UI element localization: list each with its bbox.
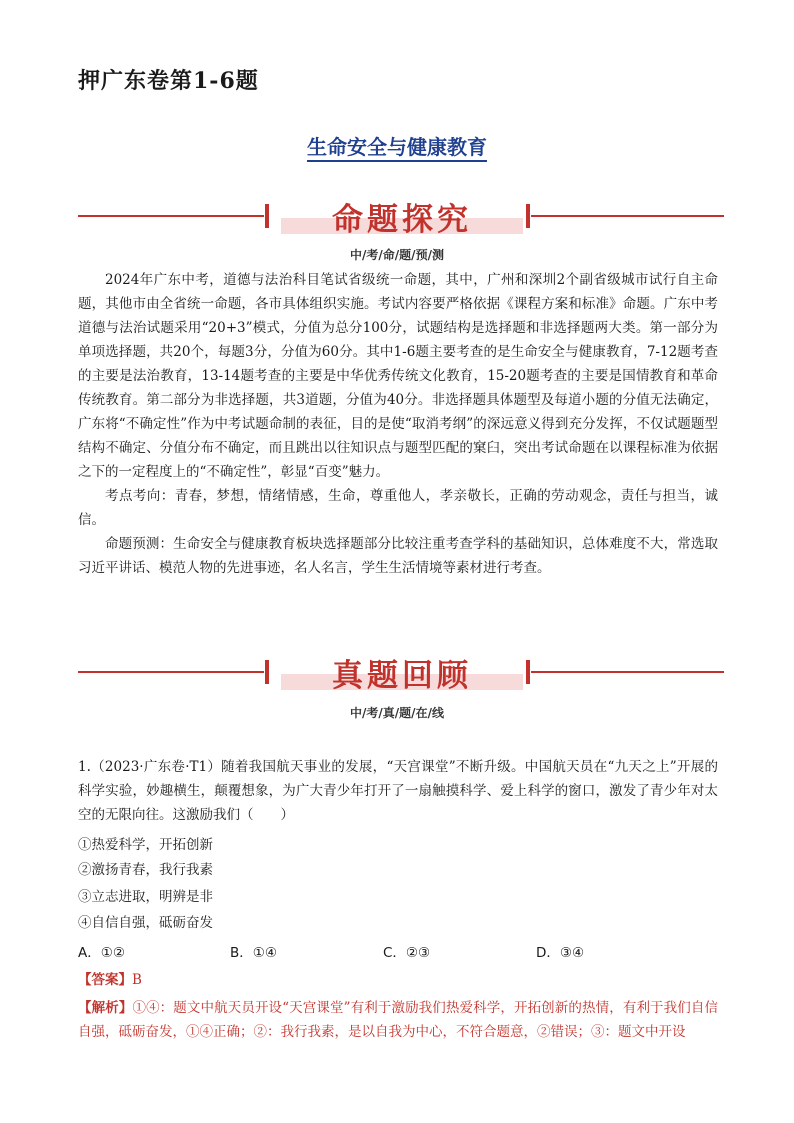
choice-a: A．①②	[78, 945, 125, 961]
choice-d: D．③④	[536, 945, 585, 961]
section-heading: 命题探究	[332, 202, 472, 238]
exam-points-paragraph: 考点考向：青春，梦想，情绪情感，生命，尊重他人，孝亲敬长，正确的劳动观念，责任与担当，诚信。	[78, 488, 718, 528]
choice-b: B．①④	[230, 945, 277, 961]
analysis-block	[78, 996, 718, 1044]
statement-option: ④自信自强，砥砺奋发	[78, 915, 213, 931]
section-subheading: 中/考/命/题/预/测	[350, 248, 444, 262]
subject-title-text: 生命安全与健康教育	[307, 135, 487, 162]
statement-option: ②激扬青春，我行我素	[78, 862, 213, 878]
answer-line	[78, 970, 142, 990]
section-subheading: 中/考/真/题/在/线	[350, 706, 444, 720]
analysis-label: 【解析】	[78, 1000, 133, 1016]
banner-rule-right	[531, 671, 724, 673]
banner-rule-left	[78, 215, 264, 217]
statement-option: ③立志进取，明辨是非	[78, 889, 213, 905]
prediction-paragraph: 命题预测：生命安全与健康教育板块选择题部分比较注重考查学科的基础知识，总体难度不大，常选取习近平讲话、模范人物的先进事迹，名人名言，学生生活情境等素材进行考查。	[78, 536, 718, 576]
question-stem-block	[78, 755, 718, 827]
intro-paragraphs	[78, 268, 718, 580]
choice-c: C．②③	[383, 945, 431, 961]
section-banner-review	[0, 652, 794, 692]
section-banner-proposition	[0, 196, 794, 236]
subject-title	[0, 131, 794, 160]
banner-tick-left	[265, 204, 269, 228]
answer-label: 【答案】	[78, 972, 132, 988]
banner-tick-right	[526, 204, 530, 228]
banner-tick-right	[526, 660, 530, 684]
banner-rule-left	[78, 671, 264, 673]
answer-value: B	[132, 972, 142, 988]
statement-option: ①热爱科学，开拓创新	[78, 837, 213, 853]
page-title: 押广东卷第1-6题	[78, 68, 259, 94]
analysis-text: ①④：题文中航天员开设“天宫课堂”有利于激励我们热爱科学，开拓创新的热情，有利于我们自信自强，砥砺奋发，①④正确；②：我行我素，是以自我为中心，不符合题意，②错误；③：题文中开设	[78, 1000, 719, 1040]
question-stem: 1.（2023·广东卷·T1）随着我国航天事业的发展，“天宫课堂”不断升级。中国航天员在“九天之上”开展的科学实验，妙趣横生，颠覆想象，为广大青少年打开了一扇触摸科学、爱上科学的窗口，激发了青少年对太空的无限向往。这激励我们（ ）	[78, 759, 718, 823]
banner-rule-right	[531, 215, 724, 217]
intro-paragraph: 2024年广东中考，道德与法治科目笔试省级统一命题，其中，广州和深圳2个副省级城市试行自主命题，其他市由全省统一命题，各市具体组织实施。考试内容要严格依据《课程方案和标准》命题。广东中考道德与法治试题采用“20+3”模式，分值为总分100分，试题结构是选择题和非选择题两大类。第一部分为单项选择题，共20个，每题3分，分值为60分。其中1-6题主要考查的是生命安全与健康教育，7-12题考查的主要是法治教育，13-14题考查的主要是中华优秀传统文化教育，15-20题考查的主要是国情教育和革命传统教育。第二部分为非选择题，共3道题，分值为40分。非选择题具体题型及每道小题的分值无法确定，广东将“不确定性”作为中考试题命制的表征，目的是使“取消考纲”的深远意义得到充分发挥，不仅试题题型结构不确定、分值分布不确定，而且跳出以往知识点与题型匹配的窠臼，突出考试命题在以课程标准为依据之下的一定程度上的“不确定性”，彰显“百变”魅力。	[78, 272, 718, 480]
section-heading: 真题回顾	[332, 658, 472, 694]
banner-tick-left	[265, 660, 269, 684]
